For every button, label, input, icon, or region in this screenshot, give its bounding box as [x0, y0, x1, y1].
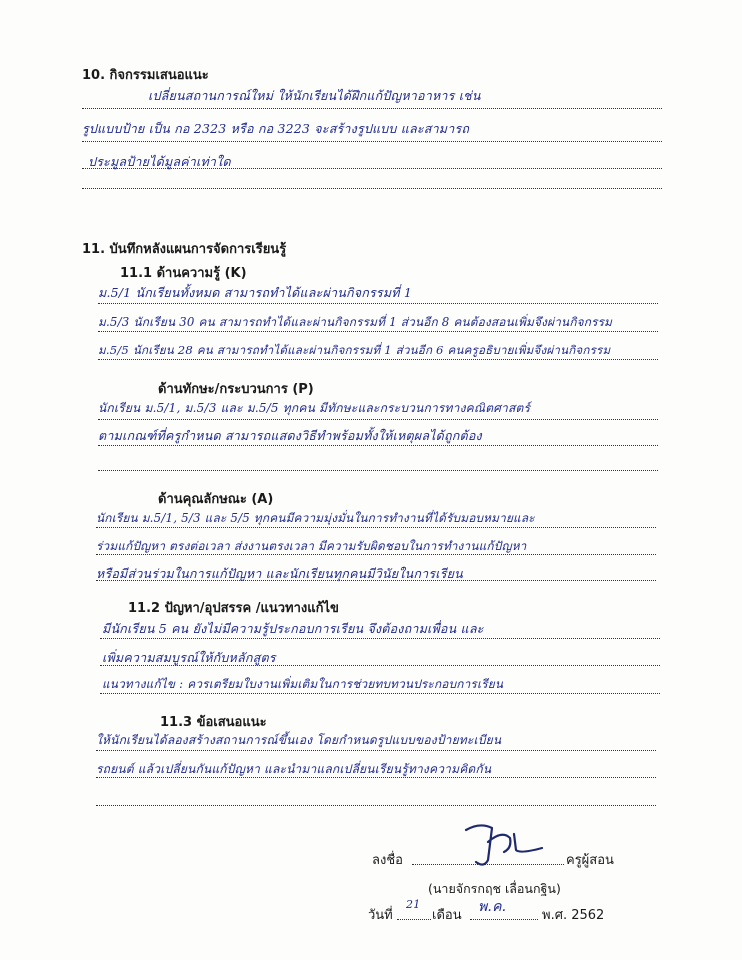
dotted-rule — [82, 141, 662, 142]
dotted-rule — [96, 527, 656, 528]
dotted-rule — [98, 470, 658, 471]
sign-label: ลงชื่อ — [372, 853, 403, 868]
date-month-value: พ.ค. — [478, 899, 507, 915]
handwritten-line: ม.5/3 นักเรียน 30 คน สามารถทำได้และผ่านกิจกรรมที่ 1 ส่วนอีก 8 คนต้องสอนเพิ่มจึงผ่านกิจกรรม — [98, 315, 613, 329]
dotted-rule — [82, 108, 662, 109]
handwritten-line: รถยนต์ แล้วเปลี่ยนกันแก้ปัญหา และนำมาแลกเปลี่ยนเรียนรู้ทางความคิดกัน — [96, 762, 492, 776]
skills-heading: ด้านทักษะ/กระบวนการ (P) — [158, 382, 314, 397]
section-11-heading: 11. บันทึกหลังแผนการจัดการเรียนรู้ — [82, 242, 287, 257]
dotted-rule — [100, 693, 660, 694]
dotted-rule — [96, 580, 656, 581]
handwritten-line: นักเรียน ม.5/1, ม.5/3 และ ม.5/5 ทุกคน มีทักษะและกระบวนการทางคณิตศาสตร์ — [98, 401, 531, 415]
handwritten-line: เปลี่ยนสถานการณ์ใหม่ ให้นักเรียนได้ฝึกแก้ปัญหาอาหาร เช่น — [148, 88, 481, 103]
date-day-value: 21 — [406, 898, 421, 911]
handwritten-line: มีนักเรียน 5 คน ยังไม่มีความรู้ประกอบการเรียน จึงต้องถามเพื่อน และ — [102, 621, 484, 636]
dotted-rule — [96, 554, 656, 555]
handwritten-line: ประมูลป้ายได้มูลค่าเท่าใด — [88, 154, 231, 169]
month-dotted-rule — [470, 919, 538, 920]
date-dotted-rule — [397, 919, 431, 920]
teacher-role-label: ครูผู้สอน — [566, 853, 614, 868]
suggestions-heading: 11.3 ข้อเสนอแนะ — [160, 715, 267, 730]
month-label: เดือน — [432, 908, 462, 923]
dotted-rule — [98, 331, 658, 332]
handwritten-line: ม.5/1 นักเรียนทั้งหมด สามารถทำได้และผ่านกิจกรรมที่ 1 — [98, 285, 413, 300]
dotted-rule — [98, 445, 658, 446]
handwritten-line: ตามเกณฑ์ที่ครูกำหนด สามารถแสดงวิธีทำพร้อมทั้งให้เหตุผลได้ถูกต้อง — [98, 428, 482, 443]
handwritten-line: ให้นักเรียนได้ลองสร้างสถานการณ์ขึ้นเอง โดยกำหนดรูปแบบของป้ายทะเบียน — [96, 733, 502, 747]
teacher-name: (นายจักรกฤช เลื่อนกฐิน) — [428, 881, 561, 896]
attitude-heading: ด้านคุณลักษณะ (A) — [158, 492, 274, 507]
dotted-rule — [96, 777, 656, 778]
knowledge-heading: 11.1 ด้านความรู้ (K) — [120, 266, 247, 281]
dotted-rule — [98, 303, 658, 304]
dotted-rule — [98, 359, 658, 360]
dotted-rule — [100, 638, 660, 639]
dotted-rule — [96, 750, 656, 751]
handwritten-line: นักเรียน ม.5/1, 5/3 และ 5/5 ทุกคนมีความมุ่งมั่นในการทำงานที่ได้รับมอบหมายและ — [96, 511, 535, 525]
dotted-rule — [100, 665, 660, 666]
handwritten-line: เพิ่มความสมบูรณ์ให้กับหลักสูตร — [102, 650, 276, 665]
handwritten-line: รูปแบบป้าย เป็น กอ 2323 หรือ กอ 3223 จะสร้างรูปแบบ และสามารถ — [82, 121, 470, 136]
handwritten-line: แนวทางแก้ไข : ควรเตรียมใบงานเพิ่มเติมในการช่วยทบทวนประกอบการเรียน — [102, 677, 504, 691]
dotted-rule — [96, 805, 656, 806]
dotted-rule — [82, 168, 662, 169]
handwritten-signature — [458, 820, 548, 870]
date-label: วันที่ — [368, 908, 393, 923]
dotted-rule — [82, 188, 662, 189]
section-10-heading: 10. กิจกรรมเสนอแนะ — [82, 68, 209, 83]
dotted-rule — [98, 419, 658, 420]
handwritten-line: หรือมีส่วนร่วมในการแก้ปัญหา และนักเรียนทุกคนมีวินัยในการเรียน — [96, 566, 463, 581]
problems-heading: 11.2 ปัญหา/อุปสรรค /แนวทางแก้ไข — [128, 601, 339, 616]
handwritten-line: ร่วมแก้ปัญหา ตรงต่อเวลา ส่งงานตรงเวลา มีความรับผิดชอบในการทำงานแก้ปัญหา — [96, 539, 527, 553]
handwritten-line: ม.5/5 นักเรียน 28 คน สามารถทำได้และผ่านกิจกรรมที่ 1 ส่วนอีก 6 คนครูอธิบายเพิ่มจึงผ่านกิจกรรม — [98, 343, 611, 357]
year-label: พ.ศ. 2562 — [542, 908, 605, 923]
